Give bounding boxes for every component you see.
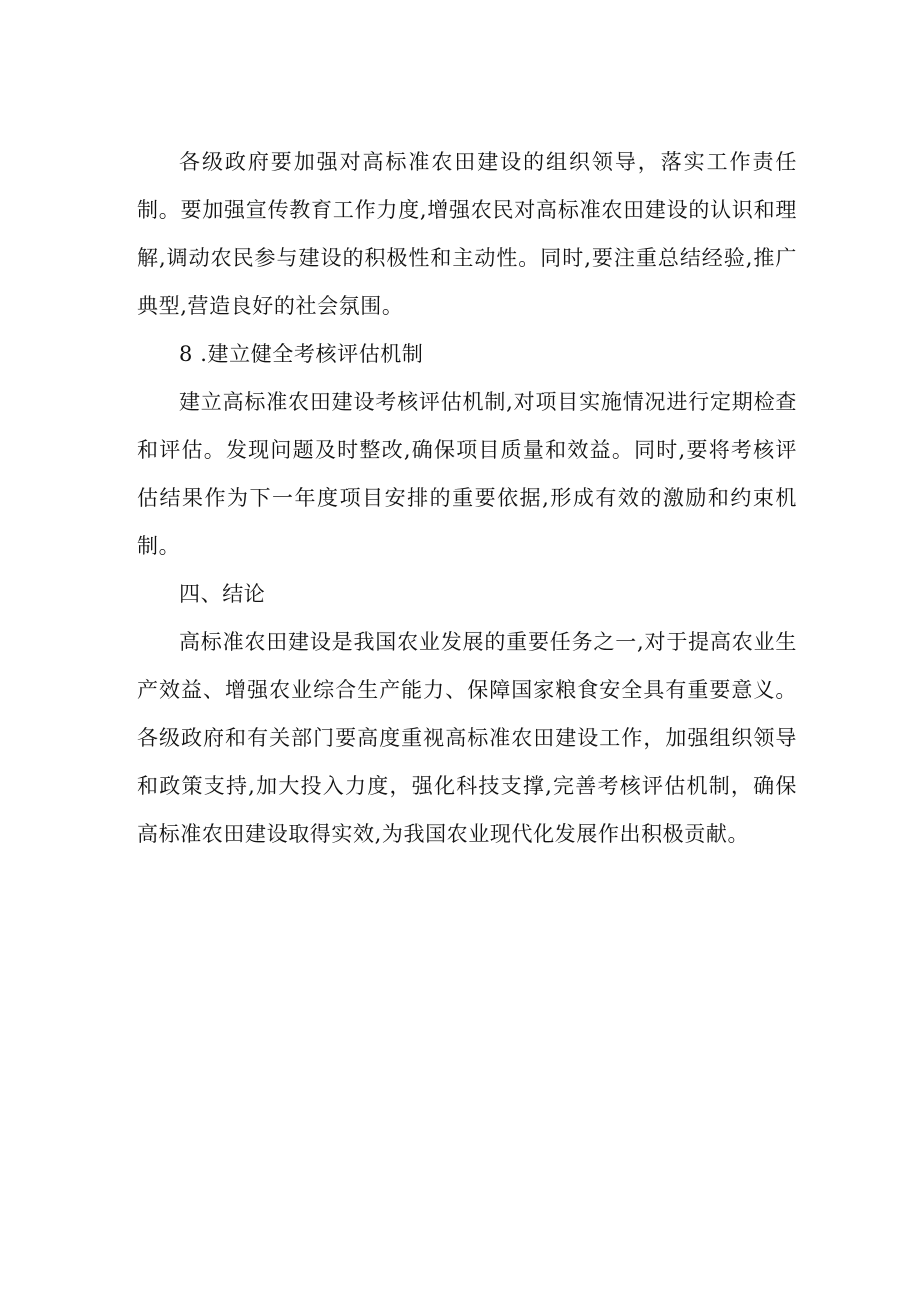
paragraph-assessment-mechanism: 建立高标准农田建设考核评估机制,对项目实施情况进行定期检查和评估。发现问题及时整改,确保项目质量和效益。同时,要将考核评估结果作为下一年度项目安排的重要依据,形成有效的激励和约束机制。 [137,390,797,558]
document-body [137,138,797,858]
paragraph-conclusion: 高标准农田建设是我国农业发展的重要任务之一,对于提高农业生产效益、增强农业综合生产能力、保障国家粮食安全具有重要意义。各级政府和有关部门要高度重视高标准农田建设工作，加强组织领导和政策支持,加大投入力度，强化科技支撑,完善考核评估机制，确保高标准农田建设取得实效,为我国农业现代化发展作出积极贡献。 [137,630,797,846]
paragraph-organization-leadership: 各级政府要加强对高标准农田建设的组织领导，落实工作责任制。要加强宣传教育工作力度,增强农民对高标准农田建设的认识和理解,调动农民参与建设的积极性和主动性。同时,要注重总结经验,推广典型,营造良好的社会氛围。 [137,150,797,318]
section-heading-assessment: 8 .建立健全考核评估机制 [179,342,424,366]
section-heading-conclusion: 四、结论 [179,582,266,606]
